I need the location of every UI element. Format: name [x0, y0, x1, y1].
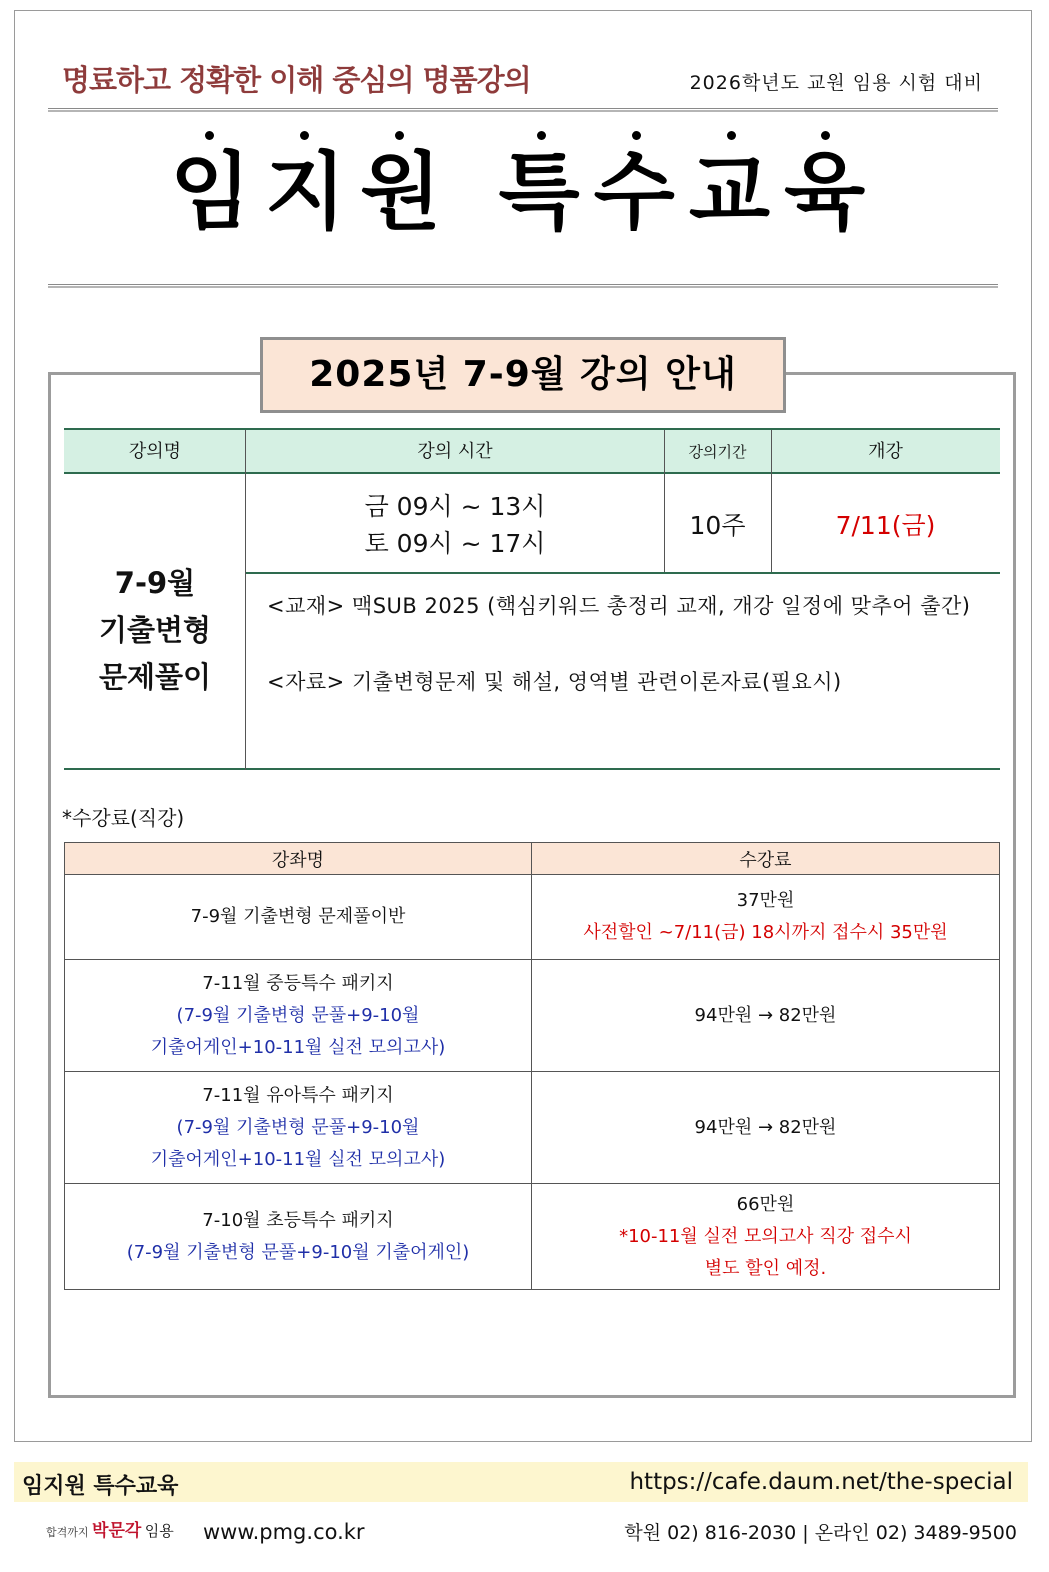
course-cell: 7-11월 유아특수 패키지 (7-9월 기출변형 문풀+9-10월 기출어게인+10-11월 실전 모의고사) — [65, 1072, 532, 1184]
schedule-table — [64, 428, 1000, 770]
table-row — [65, 875, 1000, 960]
cafe-link[interactable]: https://cafe.daum.net/the-special — [629, 1469, 1013, 1495]
fee-heading: *수강료(직강) — [62, 806, 185, 830]
footer-brand: 임지원 특수교육 — [22, 1474, 179, 1499]
materials-note: <자료> 기출변형문제 및 해설, 영역별 관련이론자료(필요시) — [267, 670, 842, 694]
header-opening: 개강 — [771, 430, 1000, 474]
class-period: 10주 — [689, 511, 746, 540]
divider-top — [48, 108, 998, 112]
course-name: 7-9월 기출변형 문제풀이 — [98, 566, 212, 694]
table-row — [65, 960, 1000, 1072]
column-divider — [771, 430, 772, 573]
textbook-note: <교재> 맥SUB 2025 (핵심키워드 총정리 교재, 개강 일정에 맞추어 출간) — [267, 594, 971, 618]
package-detail: 기출어게인+10-11월 실전 모의고사) — [150, 1148, 446, 1170]
section-title: 2025년 7-9월 강의 안내 — [260, 337, 786, 413]
table-row — [65, 1184, 1000, 1290]
main-title: 임지원 특수교육 — [169, 143, 880, 241]
header-period: 강의기간 — [664, 430, 771, 474]
row-divider — [246, 572, 1000, 574]
discount-note: 사전할인 ~7/11(금) 18시까지 접수시 35만원 — [583, 922, 948, 943]
package-detail: (7-9월 기출변형 문풀+9-10월 — [176, 1116, 420, 1138]
discount-note: 별도 할인 예정. — [704, 1257, 827, 1279]
package-detail: (7-9월 기출변형 문풀+9-10월 — [176, 1004, 420, 1026]
contact-phone: 학원 02) 816-2030 | 온라인 02) 3489-9500 — [624, 1522, 1017, 1544]
column-divider — [664, 430, 665, 573]
package-detail: 기출어게인+10-11월 실전 모의고사) — [150, 1036, 446, 1058]
header-fee: 수강료 — [532, 843, 1000, 875]
fee-cell: 66만원 *10-11월 실전 모의고사 직강 접수시 별도 할인 예정. — [532, 1184, 1000, 1290]
fee-table — [64, 842, 1000, 1290]
package-detail: (7-9월 기출변형 문풀+9-10월 기출어게인) — [126, 1241, 470, 1263]
header-course: 강좌명 — [65, 843, 532, 875]
header-course-name: 강의명 — [64, 430, 246, 474]
slogan: 명료하고 정확한 이해 중심의 명품강의 — [62, 63, 531, 97]
exam-label: 2026학년도 교원 임용 시험 대비 — [689, 72, 983, 94]
divider-bottom — [48, 284, 998, 288]
table-row — [65, 1072, 1000, 1184]
header-time: 강의 시간 — [246, 430, 664, 474]
course-cell: 7-10월 초등특수 패키지 (7-9월 기출변형 문풀+9-10월 기출어게인) — [65, 1184, 532, 1290]
course-cell: 7-9월 기출변형 문제풀이반 — [65, 875, 532, 960]
materials-info — [267, 588, 987, 700]
fee-cell: 37만원 사전할인 ~7/11(금) 18시까지 접수시 35만원 — [532, 875, 1000, 960]
fee-cell: 94만원 → 82만원 — [532, 1072, 1000, 1184]
publisher-logo: 합격까지 박문각 임용 — [46, 1521, 174, 1541]
website-link[interactable]: www.pmg.co.kr — [203, 1520, 365, 1544]
fee-cell: 94만원 → 82만원 — [532, 960, 1000, 1072]
course-cell: 7-11월 중등특수 패키지 (7-9월 기출변형 문풀+9-10월 기출어게인+10-11월 실전 모의고사) — [65, 960, 532, 1072]
class-time: 금 09시 ~ 13시 토 09시 ~ 17시 — [364, 492, 546, 558]
opening-date: 7/11(금) — [835, 511, 936, 540]
discount-note: *10-11월 실전 모의고사 직강 접수시 — [619, 1225, 912, 1247]
